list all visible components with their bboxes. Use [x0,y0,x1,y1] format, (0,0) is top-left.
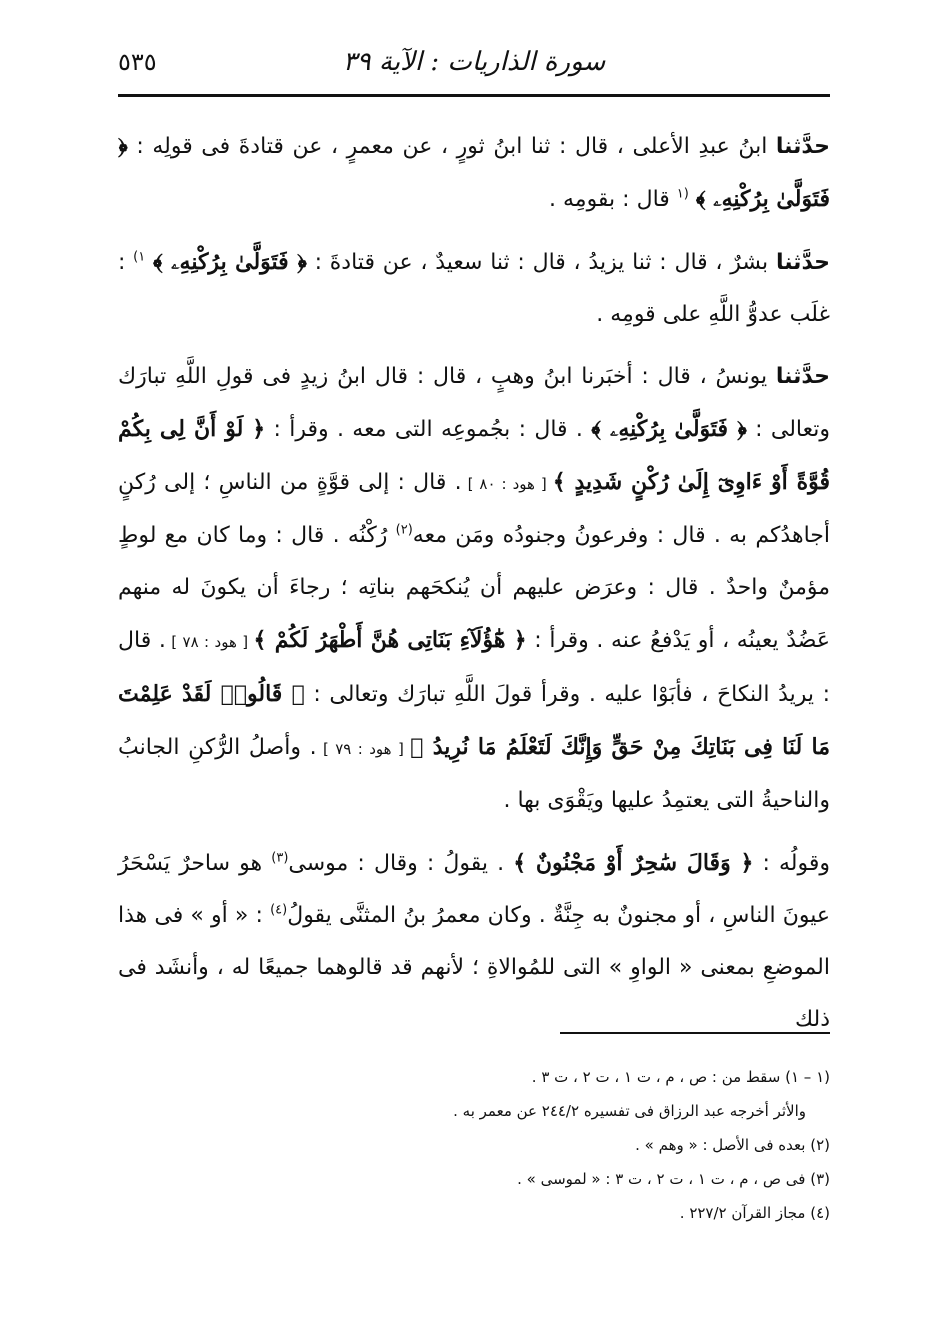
paragraph-4 [118,837,830,1046]
footnote-1: (١ – ١) سقط من : ص ، م ، ت ١ ، ت ٢ ، ت ٣ . [531,1068,830,1086]
text-segment: . قال : يريدُ النكاحَ ، فأبَوْا عليه . وقرأ قولَ اللَّهِ تبارَك وتعالى : [118,628,831,707]
footnote-3: (٣) فى ص ، م ، ت ١ ، ت ٢ ، ت ٣ : « لموسى » . [517,1170,830,1188]
text-segment: . وأصلُ الرُّكنِ الجانبُ والناحيةُ التى يعتمِدُ عليها ويَقْوَى بها . [118,735,830,813]
quran-quote: ﴿ هَٰٓؤُلَآءِ بَنَاتِى هُنَّ أَطْهَرُ لَكُمْ ﴾ [253,627,527,653]
text-segment: : غلَب عدوُّ اللَّهِ على قومِه . [118,250,830,327]
quran-quote: ﴿ فَتَوَلَّىٰ بِرُكْنِهِۦ ﴾ [591,416,747,442]
text-segment: . يقولُ : وقال : موسى [288,851,514,876]
footnote-1-continued: والأثر أخرجه عبد الرزاق فى تفسيره ٢٤٤/٢ عن معمر به . [453,1102,806,1120]
text-segment: ابنُ عبدِ الأعلى ، قال : ثنا ابنُ ثورٍ ، عن معمرٍ ، عن قتادةَ فى قولِه : [127,134,776,159]
footnote-4: (٤) مجاز القرآن ٢٢٧/٢ . [679,1204,830,1222]
footnote-marker[interactable]: (١ [676,186,689,202]
text-segment: هو ساحرٌ يَسْحَرُ عيونَ الناسِ ، أو مجنونٌ به جِنَّةٌ . وكان معمرُ بنُ المثنَّى يقولُ [118,851,830,928]
footnote-marker[interactable]: (٢) [395,522,413,538]
quran-quote: ﴿ فَتَوَلَّىٰ بِرُكْنِهِۦ ﴾ [153,249,307,275]
text-segment: : « أو » فى هذا الموضعِ بمعنى « الواوِ » التى للمُوالاةِ ؛ لأنهم قد قالوهما جميعًا له ، وأنشَد فى ذلك [118,903,830,1032]
running-title: سورة الذاريات : الآية ٣٩ [342,47,606,77]
text-segment: قال : بقومِه . [549,187,677,212]
text-segment: رُكْنُه . قال : وما كان مع لوطٍ مؤمنٌ واحدٌ . قال : وعرَض عليهم أن يُنكحَهم بناتِه ؛ رجاءَ أن يكونَ له منهم عَضُدٌ يعينُه ، أو يَدْفعُ عنه . وقرأ : [118,523,830,653]
text-segment: . قال : بجُموعِه التى معه . وقرأ : [265,417,592,442]
text-segment: يونسُ ، قال : أخبَرنا ابنُ وهبٍ ، قال : قال ابنُ زيدٍ فى قولِ اللَّهِ تبارَك وتعالى : [118,364,830,442]
isnad-lead: حدَّثنا [775,134,830,159]
quran-quote: ﴿ لَوْ أَنَّ لِى بِكُمْ قُوَّةً أَوْ ءَاوِىٓ إِلَىٰ رُكْنٍ شَدِيدٍ ﴾ [118,416,830,495]
footnotes [118,1060,830,1230]
text-segment: . قال : إلى قوَّةٍ من الناسِ ؛ إلى رُكنٍ أجاهدُكم به . قال : وفرعونُ وجنودُه ومَن معه [118,470,830,548]
footnote-marker[interactable]: (٤) [270,902,288,918]
verse-reference: [ هود : ٨٠ ] [461,475,553,493]
page-number: ٥٣٥ [118,48,157,76]
footnote-divider [560,1032,830,1034]
isnad-lead: حدَّثنا [775,364,830,389]
footnote-marker[interactable]: ١) [133,249,146,265]
paragraph-3 [118,351,830,827]
paragraph-2 [118,236,830,341]
quran-quote: ﴿ فَتَوَلَّىٰ بِرُكْنِهِۦ ﴾ [118,133,830,212]
footnote-marker[interactable]: (٣) [271,850,289,866]
paragraph-1 [118,120,830,226]
text-segment: وقولُه : [753,851,830,876]
quran-quote: ﴿ وَقَالَ سَٰحِرٌ أَوْ مَجْنُونٌ ﴾ [513,850,754,876]
isnad-lead: حدَّثنا [775,250,831,275]
text-segment: بشرٌ ، قال : ثنا يزيدُ ، قال : ثنا سعيدٌ ، عن قتادةَ : [306,250,776,275]
main-text [118,120,830,1056]
footnote-2: (٢) بعده فى الأصل : « وهم » . [635,1136,830,1154]
page-header [118,44,830,84]
verse-reference: [ هود : ٧٩ ] [316,740,411,758]
header-divider [118,94,830,97]
verse-reference: [ هود : ٧٨ ] [165,633,254,651]
quran-quote: ﴿ قَالُوا۟ لَقَدْ عَلِمْتَ مَا لَنَا فِى بَنَاتِكَ مِنْ حَقٍّ وَإِنَّكَ لَتَعْلَمُ مَا نُرِيدُ ﴾ [118,681,830,760]
